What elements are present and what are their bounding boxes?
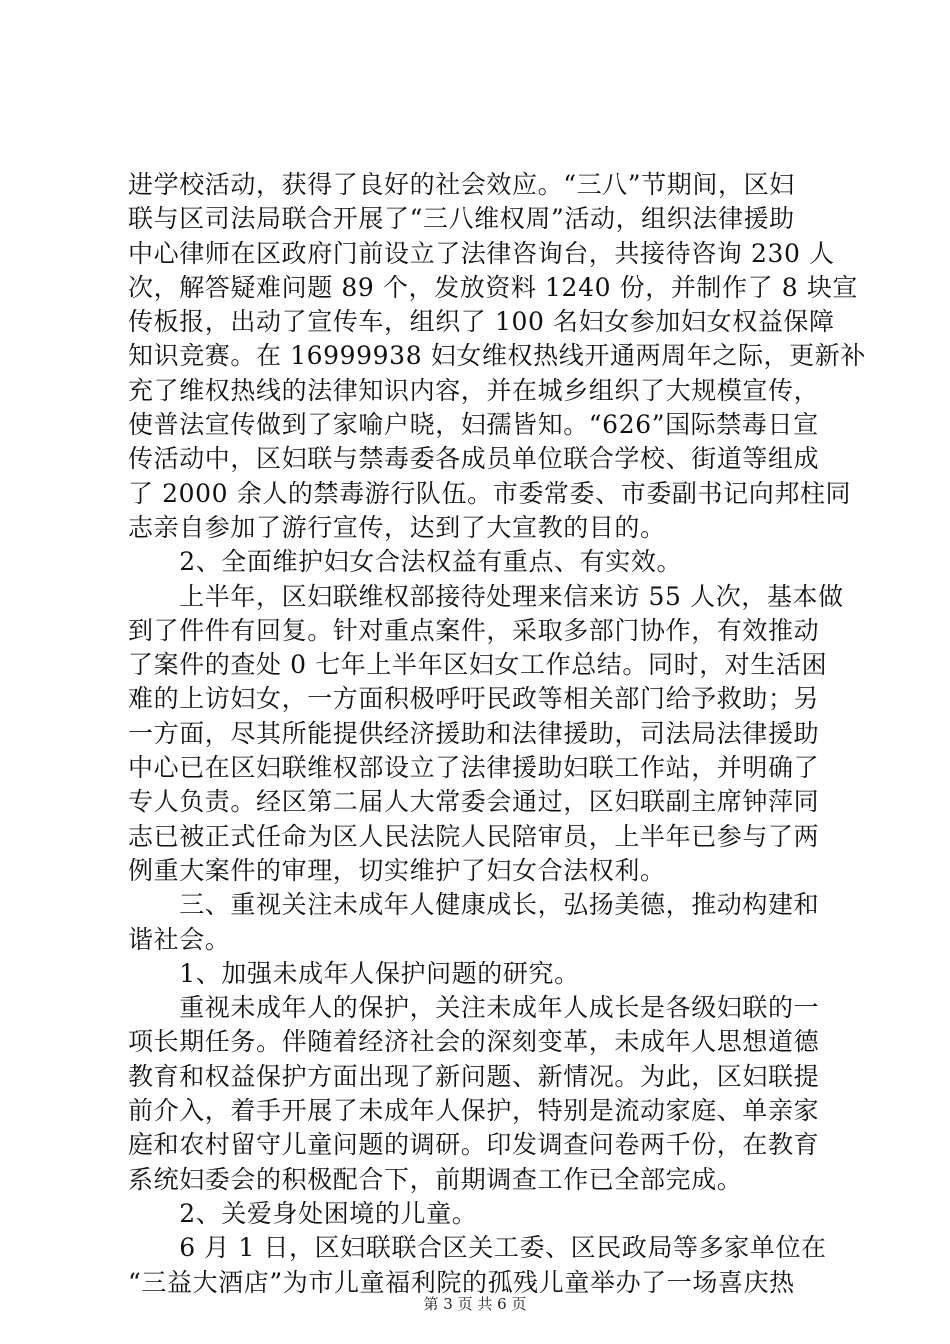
- text-line: 谐社会。: [128, 924, 231, 954]
- text-line: 1、加强未成年人保护问题的研究。: [128, 958, 580, 988]
- text-line: 了 2000 余人的禁毒游行队伍。市委常委、市委副书记向邦柱同: [128, 478, 852, 508]
- text-line: 2、全面维护妇女合法权益有重点、有实效。: [128, 547, 683, 577]
- text-line: 知识竞赛。在 16999938 妇女维权热线开通两周年之际，更新补: [128, 341, 866, 371]
- text-line: 难的上访妇女，一方面积极呼吁民政等相关部门给予救助；另: [128, 684, 820, 714]
- text-line: 志亲自参加了游行宣传，达到了大宣教的目的。: [128, 512, 666, 542]
- text-line: 例重大案件的审理，切实维护了妇女合法权利。: [128, 855, 666, 885]
- text-line: 教育和权益保护方面出现了新问题、新情况。为此，区妇联提: [128, 1061, 820, 1091]
- text-line: “三益大酒店”为市儿童福利院的孤残儿童举办了一场喜庆热: [128, 1267, 795, 1297]
- body-text: [128, 168, 866, 1300]
- text-line: 中心律师在区政府门前设立了法律咨询台，共接待咨询 230 人: [128, 238, 835, 268]
- text-line: 中心已在区妇联维权部设立了法律援助妇联工作站，并明确了: [128, 753, 820, 783]
- text-line: 传活动中，区妇联与禁毒委各成员单位联合学校、街道等组成: [128, 444, 820, 474]
- text-line: 次，解答疑难问题 89 个，发放资料 1240 份，并制作了 8 块宣: [128, 272, 859, 302]
- text-line: 项长期任务。伴随着经济社会的深刻变革，未成年人思想道德: [128, 1027, 820, 1057]
- text-line: 志已被正式任命为区人民法院人民陪审员，上半年已参与了两: [128, 821, 820, 851]
- text-line: 6 月 1 日，区妇联联合区关工委、区民政局等多家单位在: [128, 1233, 827, 1263]
- text-line: 专人负责。经区第二届人大常委会通过，区妇联副主席钟萍同: [128, 787, 820, 817]
- text-line: 重视未成年人的保护，关注未成年人成长是各级妇联的一: [128, 993, 820, 1023]
- text-line: 上半年，区妇联维权部接待处理来信来访 55 人次，基本做: [128, 581, 844, 611]
- page-footer: 第 3 页 共 6 页: [423, 1295, 527, 1313]
- text-line: 使普法宣传做到了家喻户晓，妇孺皆知。“626”国际禁毒日宣: [128, 410, 819, 440]
- text-line: 了案件的查处 0 七年上半年区妇女工作总结。同时，对生活困: [128, 650, 828, 680]
- text-line: 庭和农村留守儿童问题的调研。印发调查问卷两千份，在教育: [128, 1130, 820, 1160]
- text-line: 联与区司法局联合开展了“三八维权周”活动，组织法律援助: [128, 204, 795, 234]
- text-line: 到了件件有回复。针对重点案件，采取多部门协作，有效推动: [128, 615, 820, 645]
- text-line: 三、重视关注未成年人健康成长，弘扬美德，推动构建和: [128, 890, 820, 920]
- text-line: 一方面，尽其所能提供经济援助和法律援助，司法局法律援助: [128, 718, 820, 748]
- text-line: 充了维权热线的法律知识内容，并在城乡组织了大规模宣传，: [128, 375, 820, 405]
- text-line: 传板报，出动了宣传车，组织了 100 名妇女参加妇女权益保障: [128, 307, 835, 337]
- text-line: 进学校活动，获得了良好的社会效应。“三八”节期间，区妇: [128, 170, 795, 199]
- text-line: 2、关爱身处困境的儿童。: [128, 1198, 478, 1228]
- text-line: 系统妇委会的积极配合下，前期调查工作已全部完成。: [128, 1164, 743, 1194]
- text-line: 前介入，着手开展了未成年人保护，特别是流动家庭、单亲家: [128, 1096, 820, 1126]
